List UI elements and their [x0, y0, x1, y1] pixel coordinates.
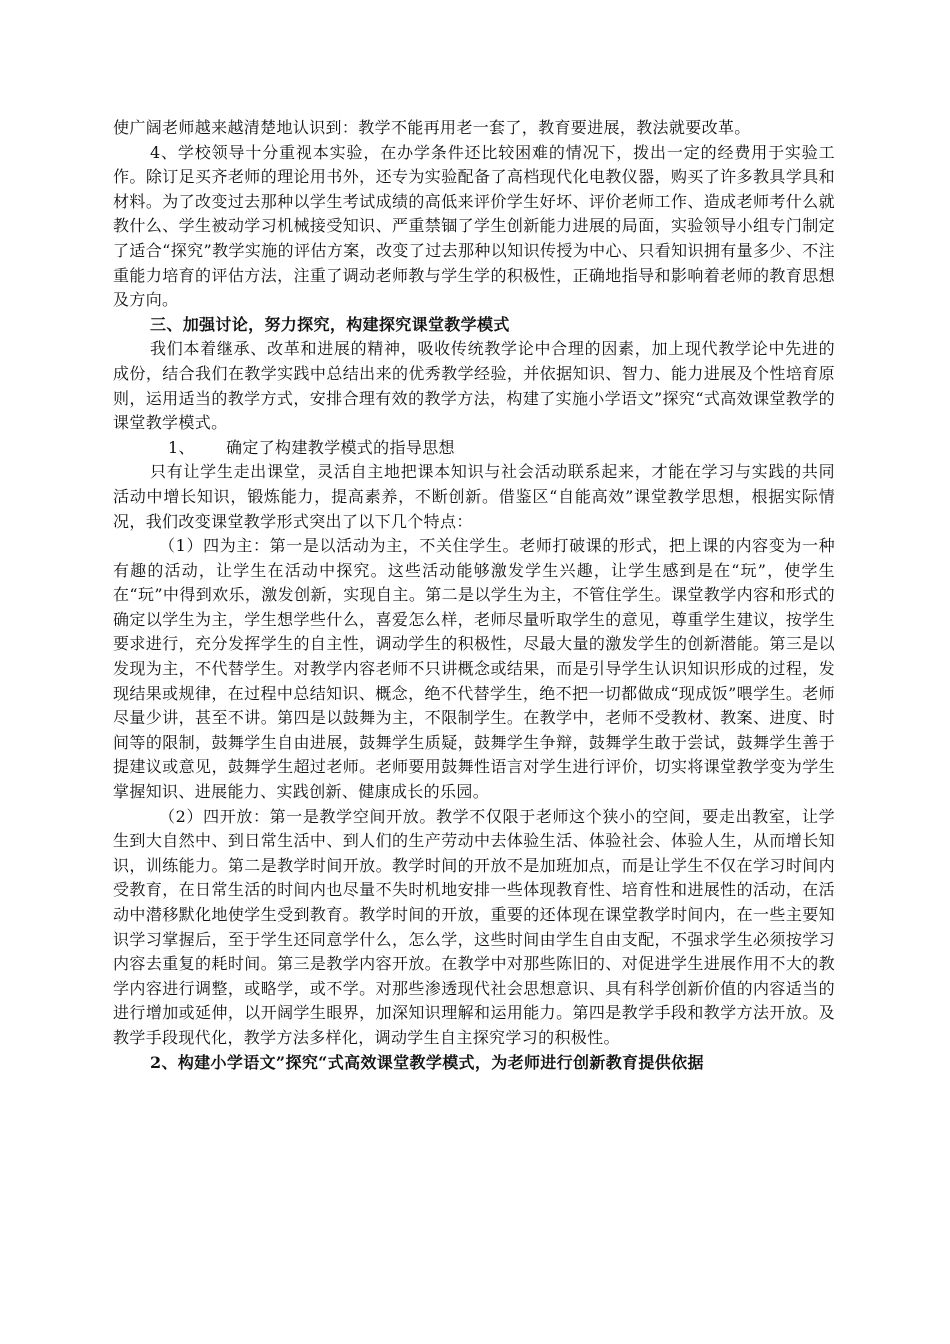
paragraph-guiding-idea: 只有让学生走出课堂，灵活自主地把课本知识与社会活动联系起来，才能在学习与实践的共同活动中增长知识，锻炼能力，提高素养，不断创新。借鉴区“自能高效”课堂教学思想，根据实际情况，我们改变课堂教学形式突出了以下几个特点： — [113, 462, 835, 531]
paragraph-four-mains: （1）四为主：第一是以活动为主，不关住学生。老师打破课的形式，把上课的内容变为一种有趣的活动，让学生在活动中探究。这些活动能够激发学生兴趣，让学生感到是在“玩”，使学生在“玩”中得到欢乐，激发创新，实现自主。第二是以学生为主，不管住学生。课堂教学内容和形式的确定以学生为主，学生想学些什么，喜爱怎么样，老师尽量听取学生的意见，尊重学生建议，按学生要求进行，充分发挥学生的自主性，调动学生的积极性，尽最大量的激发学生的创新潜能。第三是以发现为主，不代替学生。对教学内容老师不只讲概念或结果，而是引导学生认识知识形成的过程，发现结果或规律，在过程中总结知识、概念，绝不代替学生，绝不把一切都做成“现成饭”喂学生。老师尽量少讲，甚至不讲。第四是以鼓舞为主，不限制学生。在教学中，老师不受教材、教案、进度、时间等的限制，鼓舞学生自由进展，鼓舞学生质疑，鼓舞学生争辩，鼓舞学生敢于尝试，鼓舞学生善于提建议或意见，鼓舞学生超过老师。老师要用鼓舞性语言对学生进行评价，切实将课堂教学变为学生掌握知识、进展能力、实践创新、健康成长的乐园。 — [113, 536, 835, 802]
paragraph-four-openings: （2）四开放：第一是教学空间开放。教学不仅限于老师这个狭小的空间，要走出教室，让学生到大自然中、到日常生活中、到人们的生产劳动中去体验生活、体验社会、体验人生，从而增长知识，训练能力。第二是教学时间开放。教学时间的开放不是加班加点，而是让学生不仅在学习时间内受教育，在日常生活的时间内也尽量不失时机地安排一些体现教育性、培育性和进展性的活动，在活动中潜移默化地使学生受到教育。教学时间的开放，重要的还体现在课堂教学时间内，在一些主要知识学习掌握后，至于学生还同意学什么，怎么学，这些时间由学生自由支配，不强求学生必须按学习内容去重复的耗时间。第三是教学内容开放。在教学中对那些陈旧的、对促进学生进展作用不大的教学内容进行调整，或略学，或不学。对那些渗透现代社会思想意识、具有科学创新价值的内容适当的进行增加或延伸，以开阔学生眼界，加深知识理解和运用能力。第四是教学手段和教学方法开放。及教学手段现代化，教学方法多样化，调动学生自主探究学习的积极性。 — [113, 806, 835, 1047]
subheading-text: 确定了构建教学模式的指导思想 — [226, 437, 455, 457]
paragraph-item-4: 4、学校领导十分重视本实验，在办学条件还比较困难的情况下，拨出一定的经费用于实验工作。除订足买齐老师的理论用书外，还专为实验配备了高档现代化电教仪器，购买了许多教具学具和材料。为了改变过去那种以学生考试成绩的高低来评价学生好坏、评价老师工作、造成老师考什么就教什么、学生被动学习机械接受知识、严重禁锢了学生创新能力进展的局面，实验领导小组专门制定了适合“探究”教学实施的评估方案，改变了过去那种以知识传授为中心、只看知识拥有量多少、不注重能力培育的评估方法，注重了调动老师教与学生学的积极性，正确地指导和影响着老师的教育思想及方向。 — [113, 142, 835, 310]
paragraph-model-intro: 我们本着继承、改革和进展的精神，吸收传统教学论中合理的因素，加上现代教学论中先进的成份，结合我们在教学实践中总结出来的优秀教学经验，并依据知识、智力、能力进展及个性培育原则，运用适当的教学方式，安排合理有效的教学方法，构建了实施小学语文”探究“式高效课堂教学的课堂教学模式。 — [113, 339, 835, 433]
subheading-1 — [113, 436, 835, 461]
subheading-2: 2、构建小学语文”探究“式高效课堂教学模式，为老师进行创新教育提供依据 — [150, 1052, 704, 1072]
subheading-number: 1、 — [168, 437, 195, 457]
document-body — [113, 116, 835, 1075]
section-heading-3: 三、加强讨论，努力探究，构建探究课堂教学模式 — [150, 314, 510, 334]
paragraph-continuation: 使广阔老师越来越清楚地认识到：教学不能再用老一套了，教育要进展，教法就要改革。 — [113, 118, 751, 137]
